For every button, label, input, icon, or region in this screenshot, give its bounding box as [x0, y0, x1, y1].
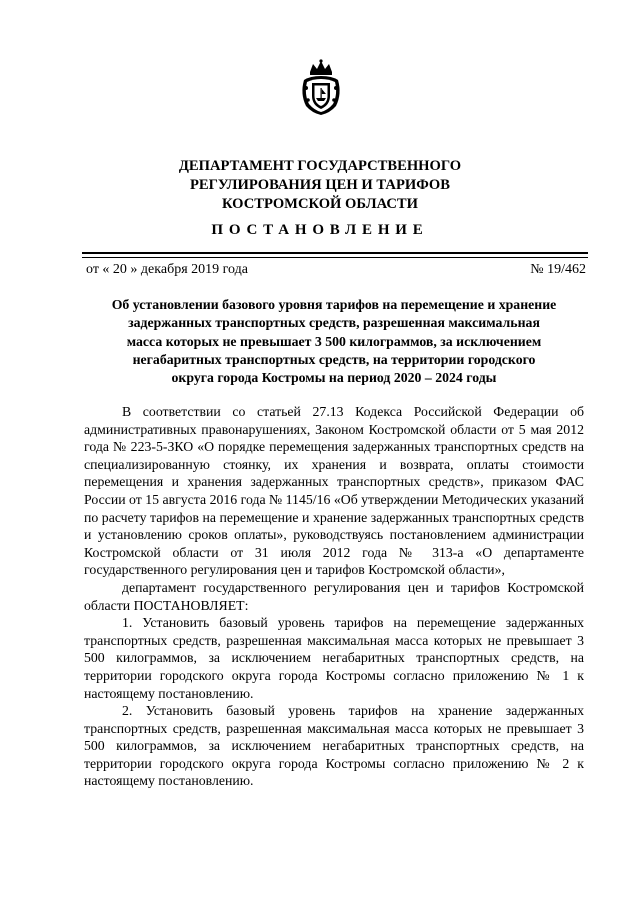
subject-line-1: Об установлении базового уровня тарифов на перемещение и хранение: [111, 297, 557, 312]
subject-line-2: задержанных транспортных средств, разрешенная максимальная: [128, 315, 540, 331]
header-rule-thin: [82, 257, 588, 258]
body-paragraph-item-1: 1. Установить базовый уровень тарифов на перемещение задержанных транспортных средств, разрешенная максимальная масса которых не превышает 3 500 килограммов, за исключением негабаритных транспортных средств, на территории городского округа города Костромы согласно приложению № 1 к настоящему постановлению.: [84, 615, 584, 701]
coat-of-arms-emblem-icon: [298, 58, 344, 116]
document-date: от « 20 » декабря 2019 года: [86, 262, 248, 277]
department-line-2: РЕГУЛИРОВАНИЯ ЦЕН И ТАРИФОВ: [189, 177, 451, 193]
header-rule-thick: [82, 252, 588, 254]
department-name: [0, 157, 640, 214]
body-paragraph-item-2: 2. Установить базовый уровень тарифов на хранение задержанных транспортных средств, разрешенная максимальная масса которых не превышает 3 500 килограммов, за исключением негабаритных транспортных средств, на территории городского округа города Костромы согласно приложению № 2 к настоящему постановлению.: [84, 703, 584, 789]
body-paragraph-resolves: департамент государственного регулирования цен и тарифов Костромской области ПОСТАНОВЛЯЕТ:: [84, 579, 584, 613]
document-number: № 19/462: [530, 262, 586, 277]
department-line-1: ДЕПАРТАМЕНТ ГОСУДАРСТВЕННОГО: [178, 158, 462, 174]
subject-line-5: округа города Костромы на период 2020 – 2024 годы: [171, 370, 497, 386]
department-line-3: КОСТРОМСКОЙ ОБЛАСТИ: [221, 196, 419, 212]
document-body: [84, 403, 584, 790]
subject-line-4: негабаритных транспортных средств, на территории городского: [132, 351, 536, 367]
document-subject: [84, 296, 584, 387]
body-paragraph-preamble: В соответствии со статьей 27.13 Кодекса Российской Федерации об административных правонарушениях, Законом Костромской области от 5 мая 2012 года № 223-5-ЗКО «О порядке перемещения задержанных транспортных средств на специализированную стоянку, их хранения и возврата, оплаты стоимости перемещения и хранения задержанных транспортных средств», приказом ФАС России от 15 августа 2016 года № 1145/16 «Об утверждении Методических указаний по расчету тарифов на перемещение и хранение задержанных транспортных средств и установлению сроков оплаты», руководствуясь постановлением администрации Костромской области от 31 июля 2012 года № 313-а «О департаменте государственного регулирования цен и тарифов Костромской области»,: [84, 404, 584, 578]
subject-line-3: масса которых не превышает 3 500 килограммов, за исключением: [126, 333, 542, 349]
document-type: ПОСТАНОВЛЕНИЕ: [211, 222, 429, 238]
